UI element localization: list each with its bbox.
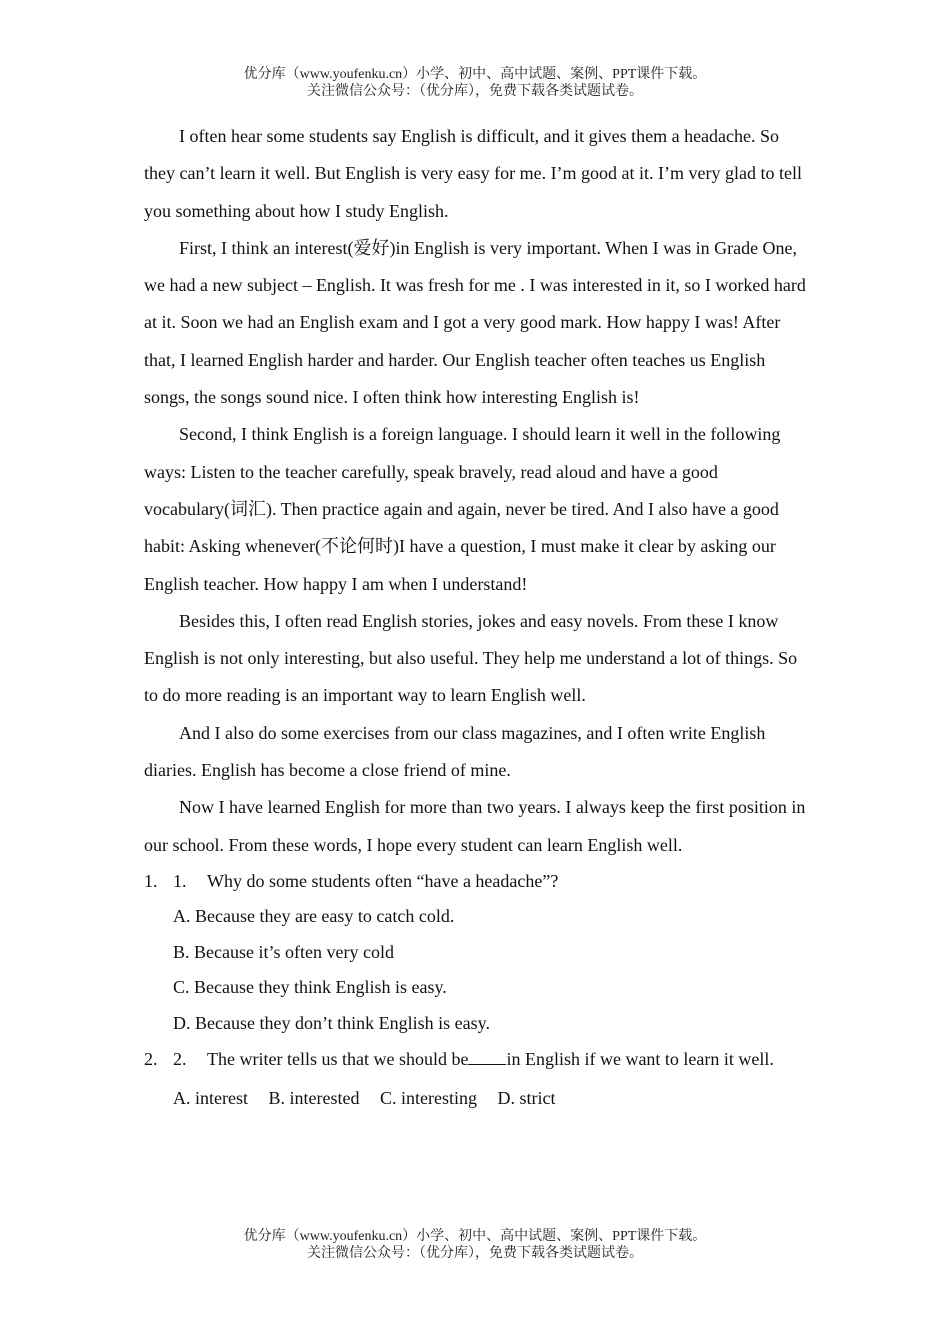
question-2-option-c: C. interesting: [379, 1087, 477, 1108]
page-header: [0, 66, 950, 100]
question-1-text: Why do some students often “have a headache”?: [207, 870, 559, 891]
question-2-text-after: in English if we want to learn it well.: [506, 1049, 774, 1070]
passage-paragraph-5: And I also do some exercises from our class magazines, and I often write English diaries. English has become a close friend of mine.: [144, 722, 766, 781]
question-2-number: 2.: [144, 1049, 158, 1070]
passage-paragraph-1: I often hear some students say English is difficult, and it gives them a headache. So they can’t learn it well. But English is very easy for me. I’m good at it. I’m very glad to tell you something about how I study English.: [144, 126, 803, 221]
passage-paragraph-4: Besides this, I often read English stories, jokes and easy novels. From these I know English is not only interesting, but also useful. They help me understand a lot of things. So to do more reading is an important way to learn English well.: [144, 610, 798, 706]
question-2-text-before: The writer tells us that we should be: [207, 1049, 469, 1070]
question-2-option-b: B. interested: [268, 1087, 360, 1108]
question-2-stem: [144, 1041, 808, 1079]
question-1-option-c: C. Because they think English is easy.: [173, 977, 447, 998]
question-1-option-d: D. Because they don’t think English is easy.: [173, 1012, 490, 1033]
question-1-option-b: B. Because it’s often very cold: [173, 941, 394, 962]
question-2: [144, 1041, 808, 1117]
footer-line-2: 关注微信公众号：（优分库），免费下载各类试题试卷。: [307, 1246, 643, 1261]
question-2-options: [144, 1079, 808, 1117]
question-2-option-a: A. interest: [173, 1087, 248, 1108]
page-footer: [0, 1228, 950, 1262]
passage-paragraph-3: Second, I think English is a foreign language. I should learn it well in the following ways: Listen to the teacher carefully, speak bravely, read aloud and have a good vocabulary(词汇). Then practice again and again, never be tired. And I also have a good habit: Asking whenever(不论何时)I have a question, I must make it clear by asking our English teacher. How happy I am when I understand!: [144, 424, 781, 594]
document-body: [144, 118, 808, 1117]
question-1-inner-number: 1.: [173, 870, 187, 891]
header-line-2: 关注微信公众号：（优分库），免费下载各类试题试卷。: [307, 84, 643, 99]
footer-line-1: 优分库（www.youfenku.cn）小学、初中、高中试题、案例、PPT课件下载。: [243, 1229, 707, 1244]
question-1: [144, 864, 808, 1042]
question-1-number: 1.: [144, 870, 158, 891]
question-2-option-d: D. strict: [497, 1087, 556, 1108]
header-line-1: 优分库（www.youfenku.cn）小学、初中、高中试题、案例、PPT课件下载。: [243, 67, 707, 82]
passage-paragraph-6: Now I have learned English for more than two years. I always keep the first position in our school. From these words, I hope every student can learn English well.: [144, 797, 806, 855]
question-1-stem: [144, 864, 808, 900]
question-2-inner-number: 2.: [173, 1049, 187, 1070]
answer-blank: [468, 1050, 506, 1065]
question-1-option-a: A. Because they are easy to catch cold.: [173, 906, 455, 927]
passage-paragraph-2: First, I think an interest(爱好)in English is very important. When I was in Grade One, we had a new subject – English. It was fresh for me . I was interested in it, so I worked hard at it. Soon we had an English exam and I got a very good mark. How happy I was! After that, I learned English harder and harder. Our English teacher often teaches us English songs, the songs sound nice. I often think how interesting English is!: [144, 237, 806, 408]
